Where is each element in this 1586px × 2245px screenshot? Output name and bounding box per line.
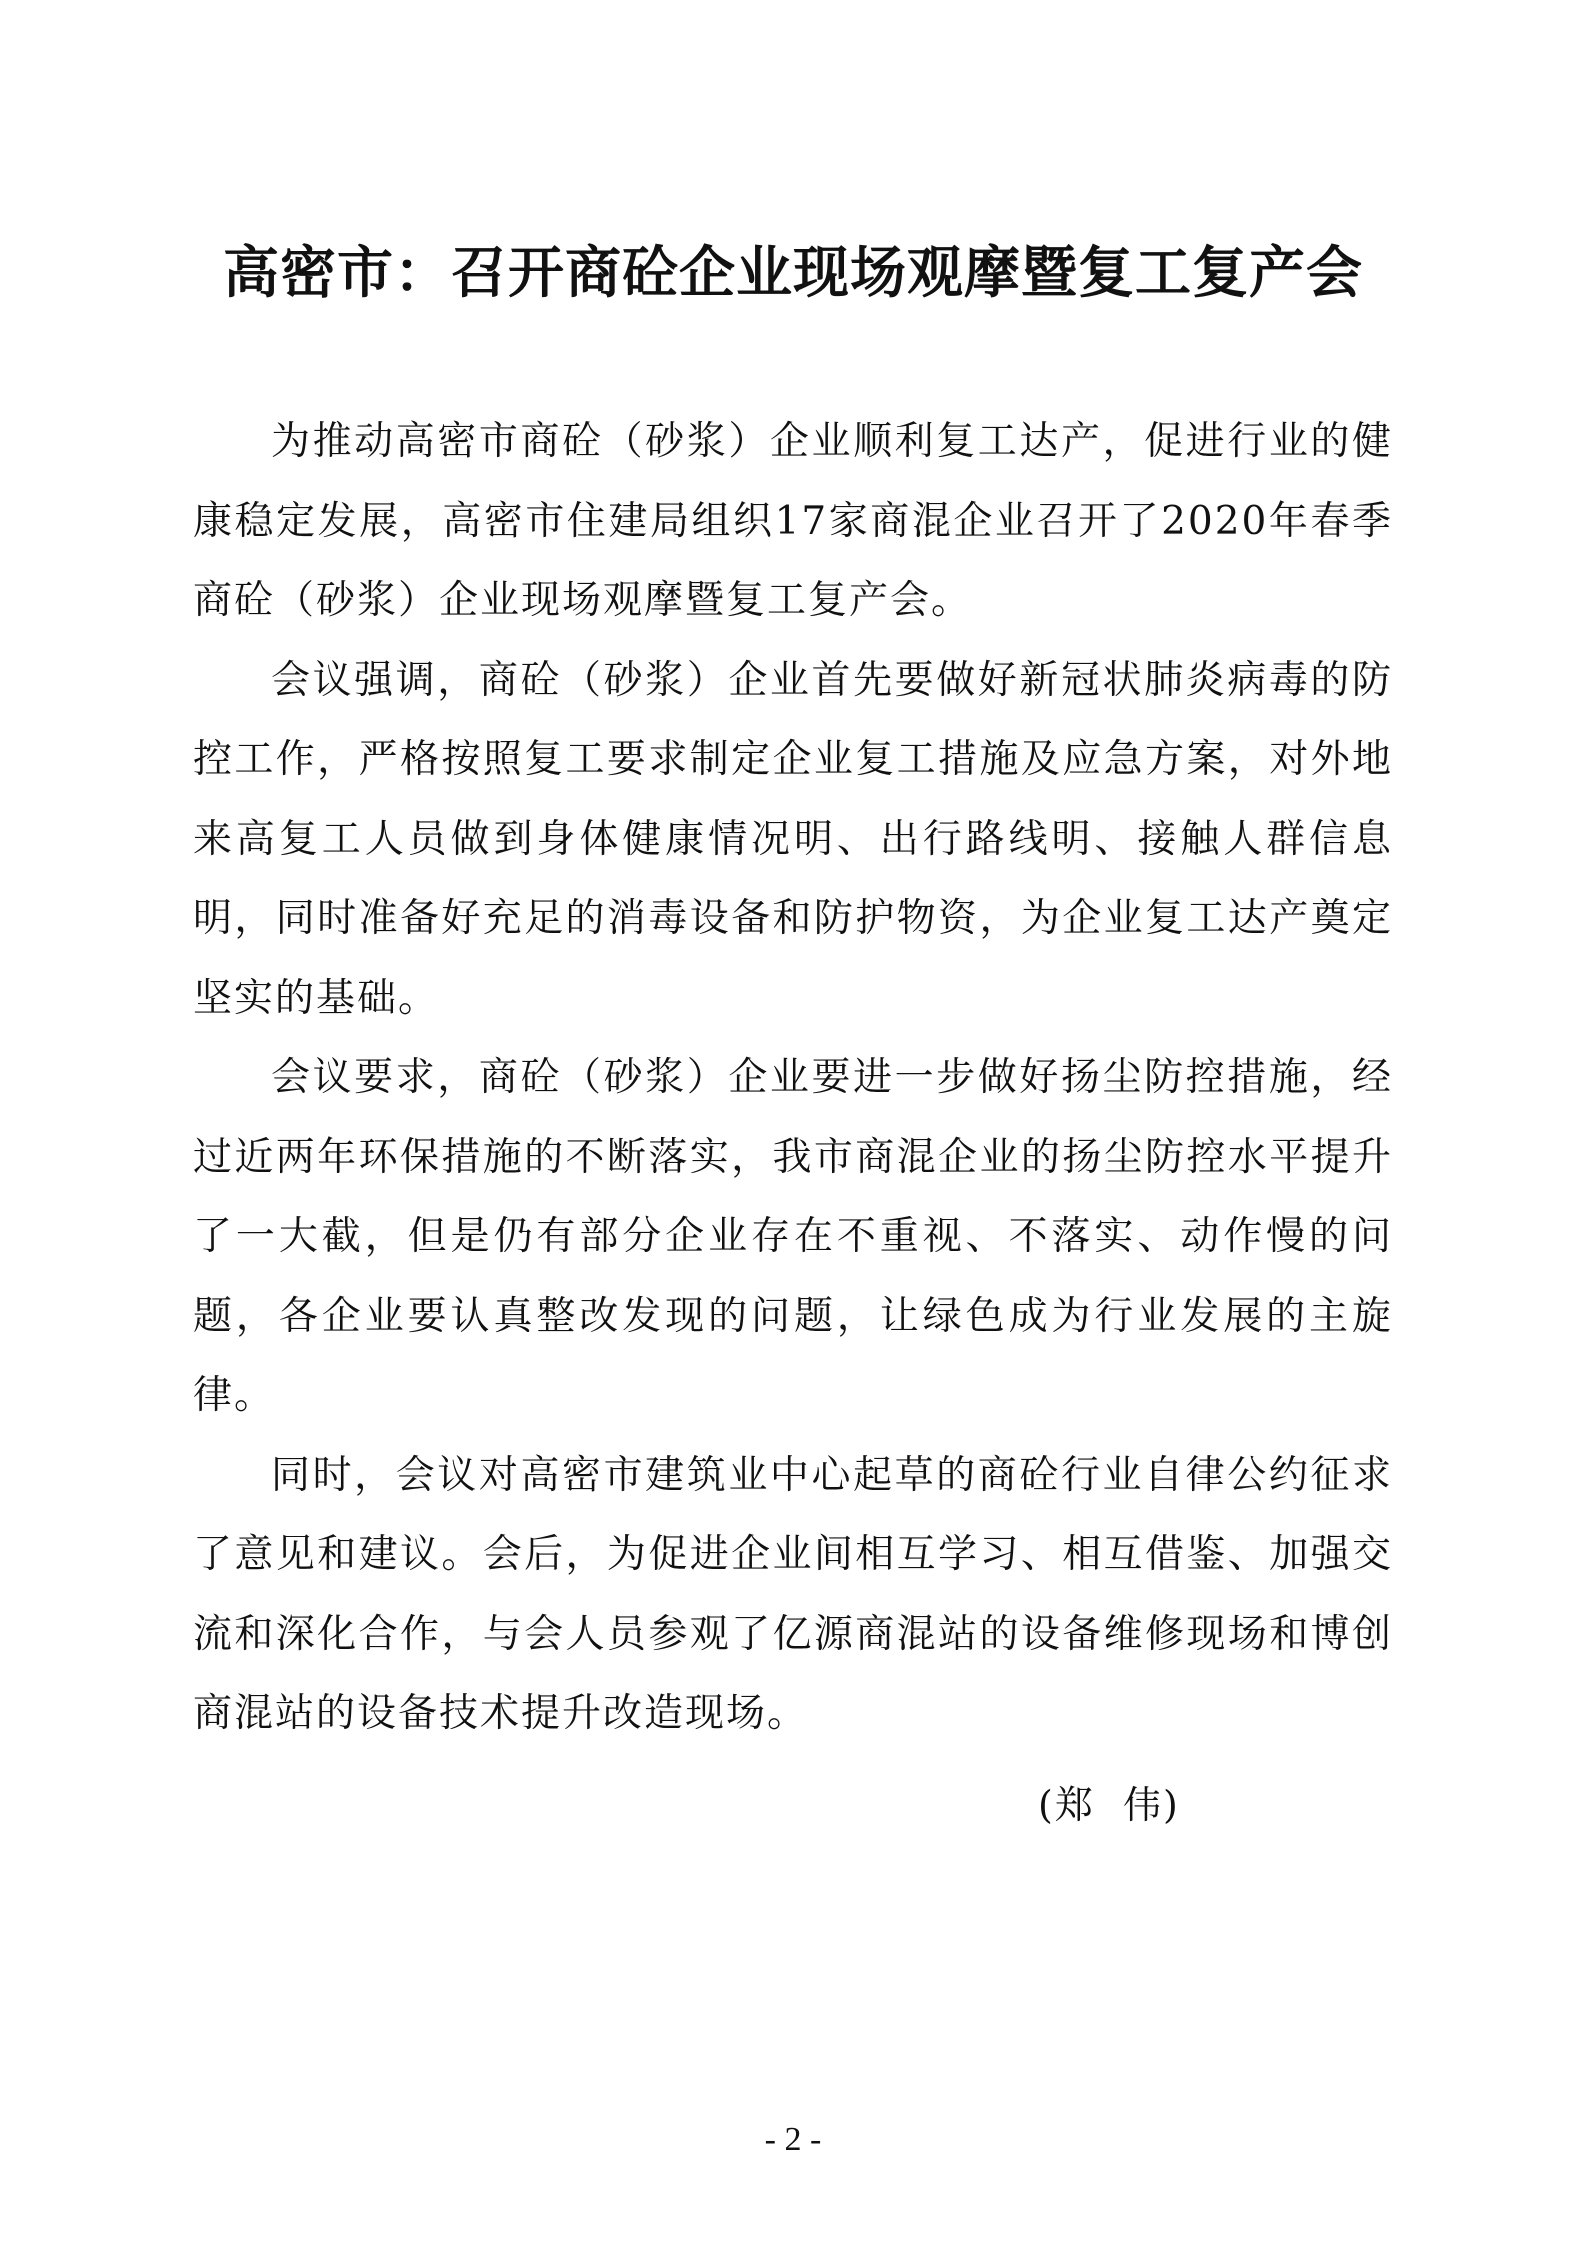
document-title: 高密市：召开商砼企业现场观摩暨复工复产会	[223, 240, 1363, 306]
paragraph-2: 会议强调，商砼（砂浆）企业首先要做好新冠状肺炎病毒的防控工作，严格按照复工要求制定企业复工措施及应急方案，对外地来高复工人员做到身体健康情况明、出行路线明、接触人群信息明，同时准备好充足的消毒设备和防护物资，为企业复工达产奠定坚实的基础。	[193, 657, 1393, 1021]
article-body	[193, 402, 1393, 1754]
paragraph-4: 同时，会议对高密市建筑业中心起草的商砼行业自律公约征求了意见和建议。会后，为促进企业间相互学习、相互借鉴、加强交流和深化合作，与会人员参观了亿源商混站的设备维修现场和博创商混站的设备技术提升改造现场。	[193, 1452, 1393, 1736]
paragraph-1: 为推动高密市商砼（砂浆）企业顺利复工达产，促进行业的健康稳定发展，高密市住建局组织17家商混企业召开了2020年春季商砼（砂浆）企业现场观摩暨复工复产会。	[193, 419, 1393, 623]
author-signature: (郑 伟)	[1038, 1783, 1180, 1827]
paragraph-3: 会议要求，商砼（砂浆）企业要进一步做好扬尘防控措施，经过近两年环保措施的不断落实，我市商混企业的扬尘防控水平提升了一大截，但是仍有部分企业存在不重视、不落实、动作慢的问题，各企业要认真整改发现的问题，让绿色成为行业发展的主旋律。	[193, 1055, 1393, 1418]
page-number: - 2 -	[764, 2121, 822, 2158]
